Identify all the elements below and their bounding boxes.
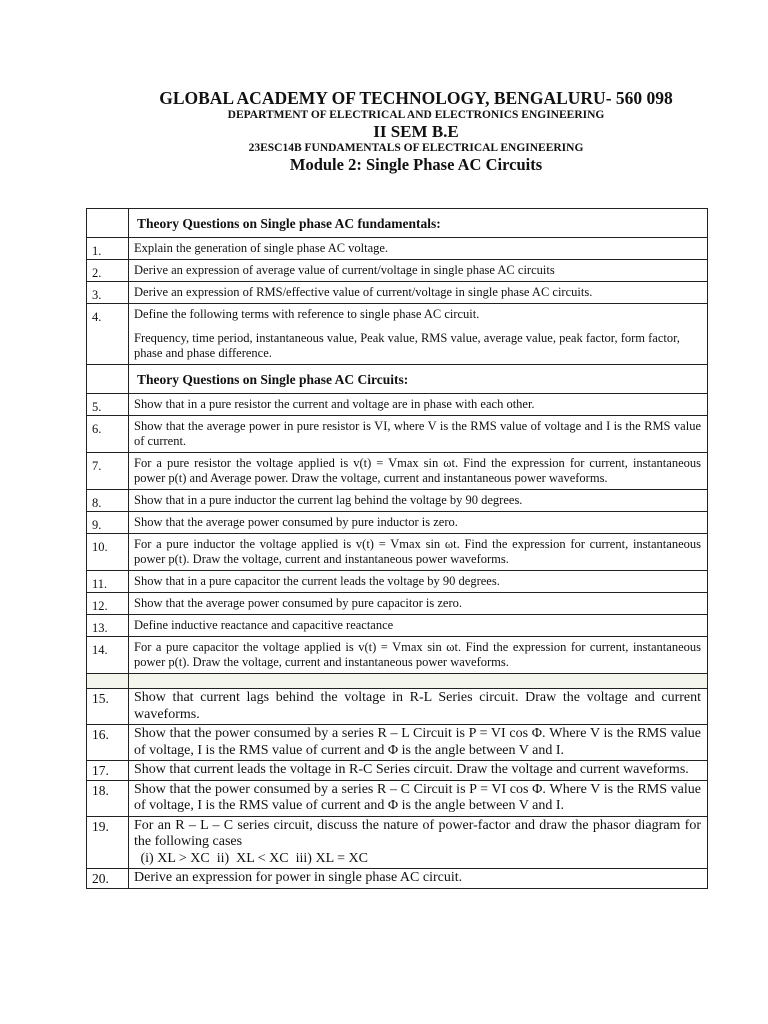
document-header [0, 88, 768, 175]
question-cases: (i) XL > XC ii) XL < XC iii) XL = XC [137, 850, 368, 866]
question-row [87, 304, 708, 365]
question-text: Explain the generation of single phase AC voltage. [129, 238, 708, 260]
section-heading: Theory Questions on Single phase AC Circuits: [129, 365, 708, 394]
question-row [87, 593, 708, 615]
question-text: For an R – L – C series circuit, discuss the nature of power-factor and draw the phasor diagram for the following cases [134, 817, 701, 849]
question-text: Show that in a pure inductor the current lag behind the voltage by 90 degrees. [129, 490, 708, 512]
blank-cell [129, 674, 708, 689]
question-number: 15. [87, 689, 129, 725]
section-num-cell [87, 365, 129, 394]
question-text: Show that the average power consumed by pure inductor is zero. [129, 512, 708, 534]
question-text: Show that in a pure capacitor the current leads the voltage by 90 degrees. [129, 571, 708, 593]
question-text: Show that in a pure resistor the current and voltage are in phase with each other. [129, 394, 708, 416]
question-row [87, 571, 708, 593]
institution-name: GLOBAL ACADEMY OF TECHNOLOGY, BENGALURU- 560 098 [159, 88, 673, 108]
question-cell [129, 304, 708, 365]
question-text: Show that the power consumed by a series R – L Circuit is P = VI cos Φ. Where V is the RMS value of voltage, I is the RMS value of current and Φ is the angle between V and I. [129, 725, 708, 761]
question-terms: Frequency, time period, instantaneous value, Peak value, RMS value, average value, peak factor, form factor, phase and phase difference. [134, 331, 680, 360]
question-text: For a pure resistor the voltage applied is v(t) = Vmax sin ωt. Find the expression for current, instantaneous power p(t) and Average power. Draw the voltage, current and instantaneous power waveforms. [129, 453, 708, 490]
question-row [87, 394, 708, 416]
question-row [87, 615, 708, 637]
question-row [87, 416, 708, 453]
question-number: 7. [87, 453, 129, 490]
section-row [87, 209, 708, 238]
question-number: 4. [87, 304, 129, 365]
question-number: 9. [87, 512, 129, 534]
question-row [87, 238, 708, 260]
question-row [87, 490, 708, 512]
question-number: 6. [87, 416, 129, 453]
question-text: Derive an expression of average value of current/voltage in single phase AC circuits [129, 260, 708, 282]
question-number: 14. [87, 637, 129, 674]
question-row [87, 725, 708, 761]
question-text: Show that the average power consumed by pure capacitor is zero. [129, 593, 708, 615]
section-row [87, 365, 708, 394]
question-row [87, 512, 708, 534]
course-title: 23ESC14B FUNDAMENTALS OF ELECTRICAL ENGINEERING [248, 142, 584, 154]
question-row [87, 689, 708, 725]
question-number: 8. [87, 490, 129, 512]
blank-row [87, 674, 708, 689]
question-number: 16. [87, 725, 129, 761]
question-text: Derive an expression for power in single phase AC circuit. [129, 869, 708, 889]
question-row [87, 780, 708, 816]
question-text: Show that current lags behind the voltage in R-L Series circuit. Draw the voltage and current waveforms. [129, 689, 708, 725]
semester-title: II SEM B.E [373, 122, 459, 141]
question-number: 20. [87, 869, 129, 889]
question-number: 3. [87, 282, 129, 304]
question-text: For a pure inductor the voltage applied is v(t) = Vmax sin ωt. Find the expression for current, instantaneous power p(t). Draw the voltage, current and instantaneous power waveforms. [129, 534, 708, 571]
question-text: Show that the power consumed by a series R – C Circuit is P = VI cos Φ. Where V is the RMS value of voltage, I is the RMS value of current and Φ is the angle between V and I. [129, 780, 708, 816]
question-number: 19. [87, 816, 129, 869]
question-number: 2. [87, 260, 129, 282]
question-row [87, 453, 708, 490]
question-number: 5. [87, 394, 129, 416]
question-number: 11. [87, 571, 129, 593]
question-number: 10. [87, 534, 129, 571]
question-text: Define inductive reactance and capacitive reactance [129, 615, 708, 637]
question-text: Show that current leads the voltage in R-C Series circuit. Draw the voltage and current waveforms. [129, 761, 708, 781]
question-number: 17. [87, 761, 129, 781]
question-row [87, 534, 708, 571]
question-text: Derive an expression of RMS/effective value of current/voltage in single phase AC circuits. [129, 282, 708, 304]
module-title: Module 2: Single Phase AC Circuits [289, 155, 543, 174]
question-row [87, 282, 708, 304]
question-text: For a pure capacitor the voltage applied is v(t) = Vmax sin ωt. Find the expression for current, instantaneous power p(t). Draw the voltage, current and instantaneous power waveforms. [129, 637, 708, 674]
question-text: Show that the average power in pure resistor is VI, where V is the RMS value of voltage and I is the RMS value of current. [129, 416, 708, 453]
section-num-cell [87, 209, 129, 238]
question-number: 1. [87, 238, 129, 260]
department-name: DEPARTMENT OF ELECTRICAL AND ELECTRONICS ENGINEERING [227, 109, 605, 121]
question-row [87, 761, 708, 781]
questions-table [86, 208, 708, 889]
question-row [87, 869, 708, 889]
question-number: 13. [87, 615, 129, 637]
blank-cell [87, 674, 129, 689]
section-heading: Theory Questions on Single phase AC fundamentals: [129, 209, 708, 238]
question-number: 18. [87, 780, 129, 816]
question-row [87, 816, 708, 869]
question-cell [129, 816, 708, 869]
question-number: 12. [87, 593, 129, 615]
question-row [87, 260, 708, 282]
question-row [87, 637, 708, 674]
question-text: Define the following terms with reference to single phase AC circuit. [134, 307, 480, 321]
